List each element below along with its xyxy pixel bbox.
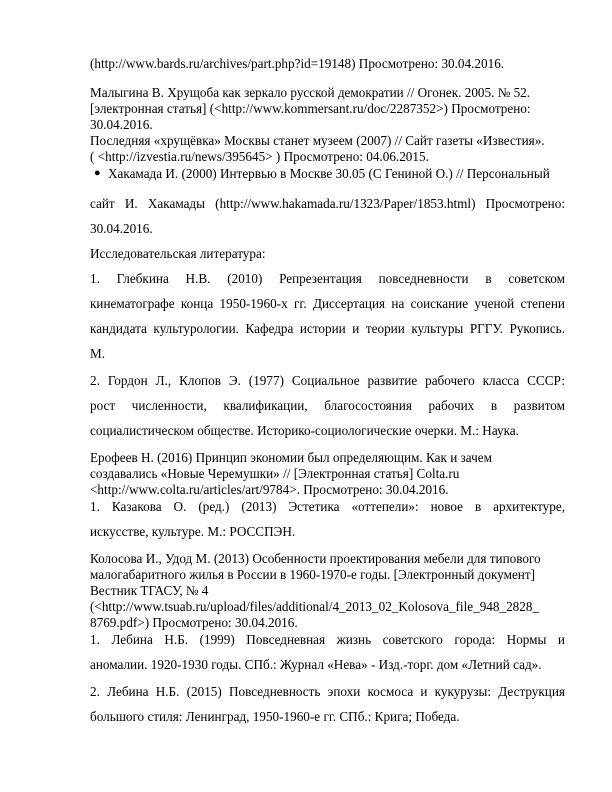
bullet-icon: ● xyxy=(94,167,101,179)
ref-malygina-line1: Малыгина В. Хрущоба как зеркало русской демократии // Огонек. 2005. № 52. xyxy=(90,85,531,100)
ref-hakamada-line1: Хакамада И. (2000) Интервью в Москве 30.05 (С Гениной О.) // Персональный xyxy=(108,166,550,181)
section-heading-research: Исследовательская литература: xyxy=(90,246,266,261)
ref-gordon-line2: рост численности, квалификации, благосостояния рабочих в развитом xyxy=(90,398,565,413)
ref-bards-url: (http://www.bards.ru/archives/part.php?id=19148) Просмотрено: 30.04.2016. xyxy=(90,56,505,71)
ref-erofeev-line2: создавались «Новые Черемушки» // [Электронная статья] Colta.ru xyxy=(90,466,460,481)
ref-lebina-1999-line2: аномалии. 1920-1930 годы. СПб.: Журнал «Нева» - Изд.-торг. дом «Летний сад». xyxy=(90,657,542,672)
ref-lebina-1999-line1: 1. Лебина Н.Б. (1999) Повседневная жизнь советского города: Нормы и xyxy=(90,632,565,647)
ref-lebina-2015-line2: большого стиля: Ленинград, 1950-1960-е гг. СПб.: Крига; Победа. xyxy=(90,709,460,724)
ref-erofeev-line3: <http://www.colta.ru/articles/art/9784>. Просмотрено: 30.04.2016. xyxy=(90,482,449,497)
ref-kazakova-line2: искусстве, культуре. М.: РОССПЭН. xyxy=(90,524,296,539)
ref-glebkina-line2: кинематографе конца 1950-1960-х гг. Диссертация на соискание ученой степени xyxy=(90,296,565,311)
ref-izvestia-line2: ( <http://izvestia.ru/news/395645> ) Просмотрено: 04.06.2015. xyxy=(90,149,429,164)
ref-izvestia-line1: Последняя «хрущёвка» Москвы станет музеем (2007) // Сайт газеты «Известия». xyxy=(90,133,545,148)
ref-glebkina-line3: кандидата культурологии. Кафедра истории и теории культуры РГГУ. Рукопись. xyxy=(90,321,565,336)
ref-malygina-line3: 30.04.2016. xyxy=(90,117,153,132)
ref-malygina-line2: [электронная статья] (<http://www.kommersant.ru/doc/2287352>) Просмотрено: xyxy=(90,101,531,116)
ref-kazakova-line1: 1. Казакова О. (ред.) (2013) Эстетика «оттепели»: новое в архитектуре, xyxy=(90,499,565,514)
ref-hakamada-line2: сайт И. Хакамады (http://www.hakamada.ru/1323/Paper/1853.html) Просмотрено: xyxy=(90,196,565,211)
ref-gordon-line1: 2. Гордон Л., Клопов Э. (1977) Социальное развитие рабочего класса СССР: xyxy=(90,373,565,388)
ref-kolosova-line1: Колосова И., Удод М. (2013) Особенности проектирования мебели для типового xyxy=(90,551,541,566)
ref-kolosova-line5: 8769.pdf>) Просмотрено: 30.04.2016. xyxy=(90,615,298,630)
ref-kolosova-line4: (<http://www.tsuab.ru/upload/files/additional/4_2013_02_Kolosova_file_948_2828_ xyxy=(90,599,540,614)
ref-erofeev-line1: Ерофеев Н. (2016) Принцип экономии был определяющим. Как и зачем xyxy=(90,450,492,465)
ref-kolosova-line3: Вестник ТГАСУ, № 4 xyxy=(90,583,209,598)
ref-gordon-line3: социалистическом обществе. Историко-социологические очерки. М.: Наука. xyxy=(90,423,519,438)
ref-glebkina-line1: 1. Глебкина Н.В. (2010) Репрезентация повседневности в советском xyxy=(90,271,565,286)
ref-hakamada-line3: 30.04.2016. xyxy=(90,221,153,236)
ref-lebina-2015-line1: 2. Лебина Н.Б. (2015) Повседневность эпохи космоса и кукурузы: Деструкция xyxy=(90,684,565,699)
ref-kolosova-line2: малогабаритного жилья в России в 1960-1970-е годы. [Электронный документ] xyxy=(90,567,536,582)
ref-glebkina-line4: М. xyxy=(90,346,106,361)
